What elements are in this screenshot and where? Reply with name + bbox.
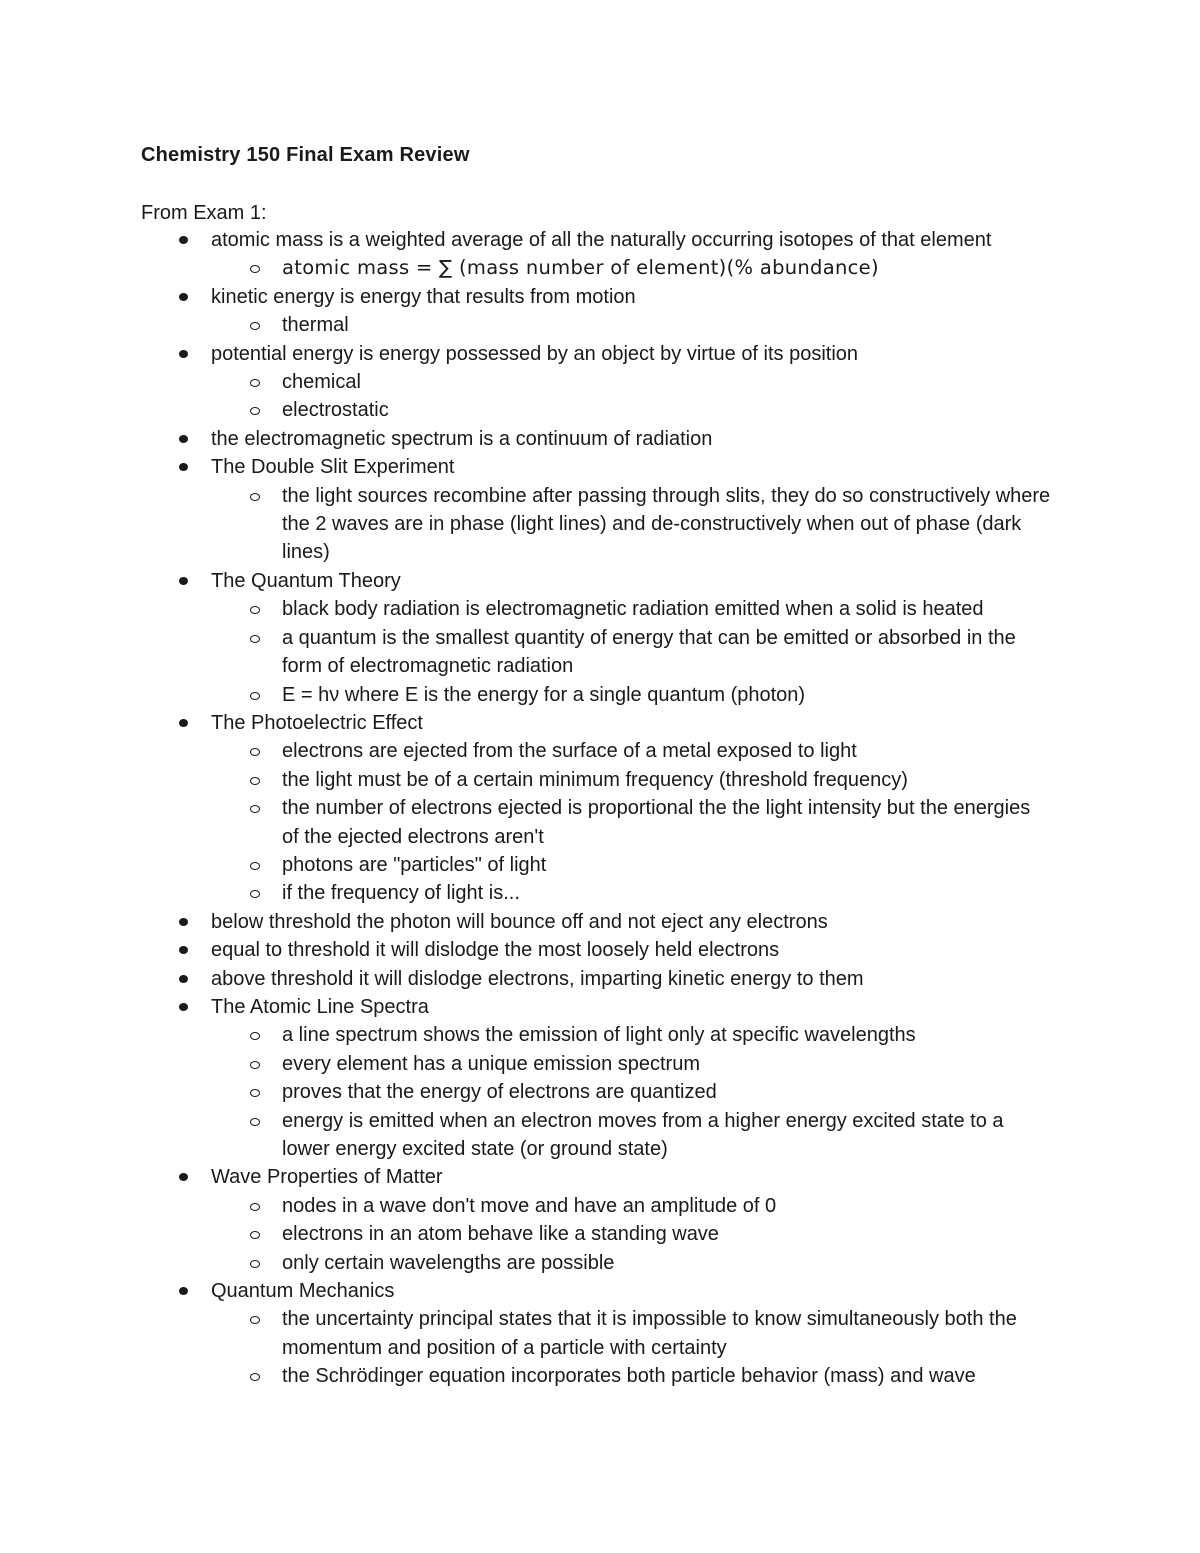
bullet-icon (179, 946, 188, 954)
sub-list-item-text: the uncertainty principal states that it is impossible to know simultaneously both the momentum and position of a particle with certainty (282, 1308, 1017, 1359)
circle-bullet-icon (250, 1373, 260, 1381)
circle-bullet-icon (250, 1316, 260, 1324)
list-item-text: The Photoelectric Effect (211, 711, 423, 734)
list-item-text: kinetic energy is energy that results from motion (211, 285, 636, 308)
circle-bullet-icon (250, 862, 260, 870)
list-item (0, 709, 1200, 908)
sub-list-item-text: nodes in a wave don't move and have an amplitude of 0 (282, 1194, 777, 1217)
list-item (0, 567, 1200, 709)
circle-bullet-icon (250, 1260, 260, 1268)
sub-list-item (0, 254, 1052, 282)
list-item (0, 340, 1200, 425)
sub-list-item-text: the number of electrons ejected is proportional the the light intensity but the energies of the ejected electrons aren't (282, 797, 1031, 848)
sub-list (211, 595, 1200, 709)
sub-list (211, 482, 1200, 567)
sub-list-item (0, 595, 1052, 623)
sub-list-item-text: electrons are ejected from the surface of a metal exposed to light (282, 740, 857, 763)
sub-list-item (0, 396, 1052, 424)
list-item-text: potential energy is energy possessed by an object by virtue of its position (211, 342, 859, 365)
sub-list-item-text: every element has a unique emission spectrum (282, 1052, 700, 1075)
sub-list-item-text: the light must be of a certain minimum frequency (threshold frequency) (282, 768, 908, 791)
sub-list-item (0, 737, 1052, 765)
sub-list-item (0, 879, 1052, 907)
sub-list-item (0, 1021, 1052, 1049)
sub-list-item (0, 311, 1052, 339)
circle-bullet-icon (250, 1032, 260, 1040)
bullet-icon (179, 350, 188, 358)
list-item (0, 453, 1200, 567)
sub-list-item (0, 794, 1052, 851)
bullet-icon (179, 435, 188, 443)
sub-list-item (0, 482, 1052, 567)
circle-bullet-icon (250, 777, 260, 785)
sub-list-item (0, 368, 1052, 396)
list-item (0, 1277, 1200, 1391)
sub-list-item-text: E = hν where E is the energy for a single quantum (photon) (282, 683, 806, 706)
bullet-icon (179, 918, 188, 926)
sub-list-item-text: the Schrödinger equation incorporates both particle behavior (mass) and wave (282, 1365, 976, 1388)
circle-bullet-icon (250, 265, 260, 273)
circle-bullet-icon (250, 692, 260, 700)
sub-list-item (0, 1078, 1052, 1106)
sub-list-item (0, 1305, 1052, 1362)
list-item-text: Wave Properties of Matter (211, 1166, 443, 1189)
circle-bullet-icon (250, 493, 260, 501)
sub-list (211, 1021, 1200, 1163)
formula-text: atomic mass = ∑ (mass number of element)(% abundance) (282, 256, 879, 280)
circle-bullet-icon (250, 1231, 260, 1239)
bullet-icon (179, 1287, 188, 1295)
bullet-icon (179, 236, 188, 244)
sub-list-item-text: photons are "particles" of light (282, 853, 547, 876)
sub-list-item (0, 1050, 1052, 1078)
bullet-icon (179, 1003, 188, 1011)
list-item (0, 908, 1200, 936)
outline-list (0, 226, 1200, 1391)
sub-list-item (0, 1192, 1052, 1220)
document-title: Chemistry 150 Final Exam Review (141, 144, 470, 166)
sub-list-item-text: black body radiation is electromagnetic radiation emitted when a solid is heated (282, 598, 984, 621)
sub-list-item-text: electrostatic (282, 399, 389, 422)
list-item (0, 993, 1200, 1163)
sub-list (211, 1305, 1200, 1390)
circle-bullet-icon (250, 890, 260, 898)
bullet-icon (179, 463, 188, 471)
bullet-icon (179, 975, 188, 983)
sub-list-item-text: electrons in an atom behave like a standing wave (282, 1223, 719, 1246)
list-item (0, 425, 1200, 453)
sub-list-item-text: a line spectrum shows the emission of light only at specific wavelengths (282, 1024, 916, 1047)
circle-bullet-icon (250, 1203, 260, 1211)
circle-bullet-icon (250, 1061, 260, 1069)
list-item-text: atomic mass is a weighted average of all the naturally occurring isotopes of that element (211, 229, 992, 251)
list-item-text: equal to threshold it will dislodge the most loosely held electrons (211, 939, 780, 962)
sub-list (211, 254, 1200, 282)
list-item-text: the electromagnetic spectrum is a continuum of radiation (211, 427, 713, 450)
sub-list-item (0, 681, 1052, 709)
sub-list-item-text: thermal (282, 314, 349, 337)
sub-list-item (0, 1362, 1052, 1390)
sub-list (211, 737, 1200, 907)
sub-list-item (0, 1107, 1052, 1164)
list-item (0, 226, 1200, 283)
bullet-icon (179, 719, 188, 727)
list-item (0, 936, 1200, 964)
sub-list (211, 368, 1200, 425)
sub-list-item (0, 1220, 1052, 1248)
list-item-text: below threshold the photon will bounce off and not eject any electrons (211, 910, 828, 933)
sub-list (211, 1192, 1200, 1277)
list-item (0, 1163, 1200, 1277)
sub-list-item (0, 851, 1052, 879)
bullet-icon (179, 293, 188, 301)
circle-bullet-icon (250, 379, 260, 387)
sub-list-item-text: a quantum is the smallest quantity of energy that can be emitted or absorbed in the form of electromagnetic radiation (282, 626, 1016, 678)
sub-list-item-text: only certain wavelengths are possible (282, 1251, 615, 1274)
section-heading: From Exam 1: (141, 202, 267, 224)
circle-bullet-icon (250, 606, 260, 614)
bullet-icon (179, 1173, 188, 1181)
sub-list-item-text: proves that the energy of electrons are quantized (282, 1081, 717, 1104)
list-item (0, 283, 1200, 340)
sub-list-item (0, 1249, 1052, 1277)
sub-list-item-text: the light sources recombine after passing through slits, they do so constructively where the 2 waves are in phase (light lines) and de-constructively when out of phase (dark lines) (282, 484, 1051, 564)
list-item-text: above threshold it will dislodge electrons, imparting kinetic energy to them (211, 967, 864, 990)
list-item-text: The Atomic Line Spectra (211, 995, 429, 1018)
list-item-text: The Double Slit Experiment (211, 456, 455, 479)
list-item-text: The Quantum Theory (211, 569, 401, 592)
sub-list (211, 311, 1200, 339)
sub-list-item-text: chemical (282, 371, 361, 394)
circle-bullet-icon (250, 322, 260, 330)
sub-list-item-text: energy is emitted when an electron moves from a higher energy excited state to a lower energy excited state (or ground state) (282, 1109, 1004, 1160)
list-item (0, 965, 1200, 993)
circle-bullet-icon (250, 1118, 260, 1126)
circle-bullet-icon (250, 748, 260, 756)
sub-list-item (0, 624, 1052, 681)
sub-list-item (0, 766, 1052, 794)
list-item-text: Quantum Mechanics (211, 1280, 395, 1303)
circle-bullet-icon (250, 635, 260, 643)
bullet-icon (179, 577, 188, 585)
circle-bullet-icon (250, 1089, 260, 1097)
sub-list-item-text: if the frequency of light is... (282, 882, 520, 905)
circle-bullet-icon (250, 805, 260, 813)
circle-bullet-icon (250, 407, 260, 415)
